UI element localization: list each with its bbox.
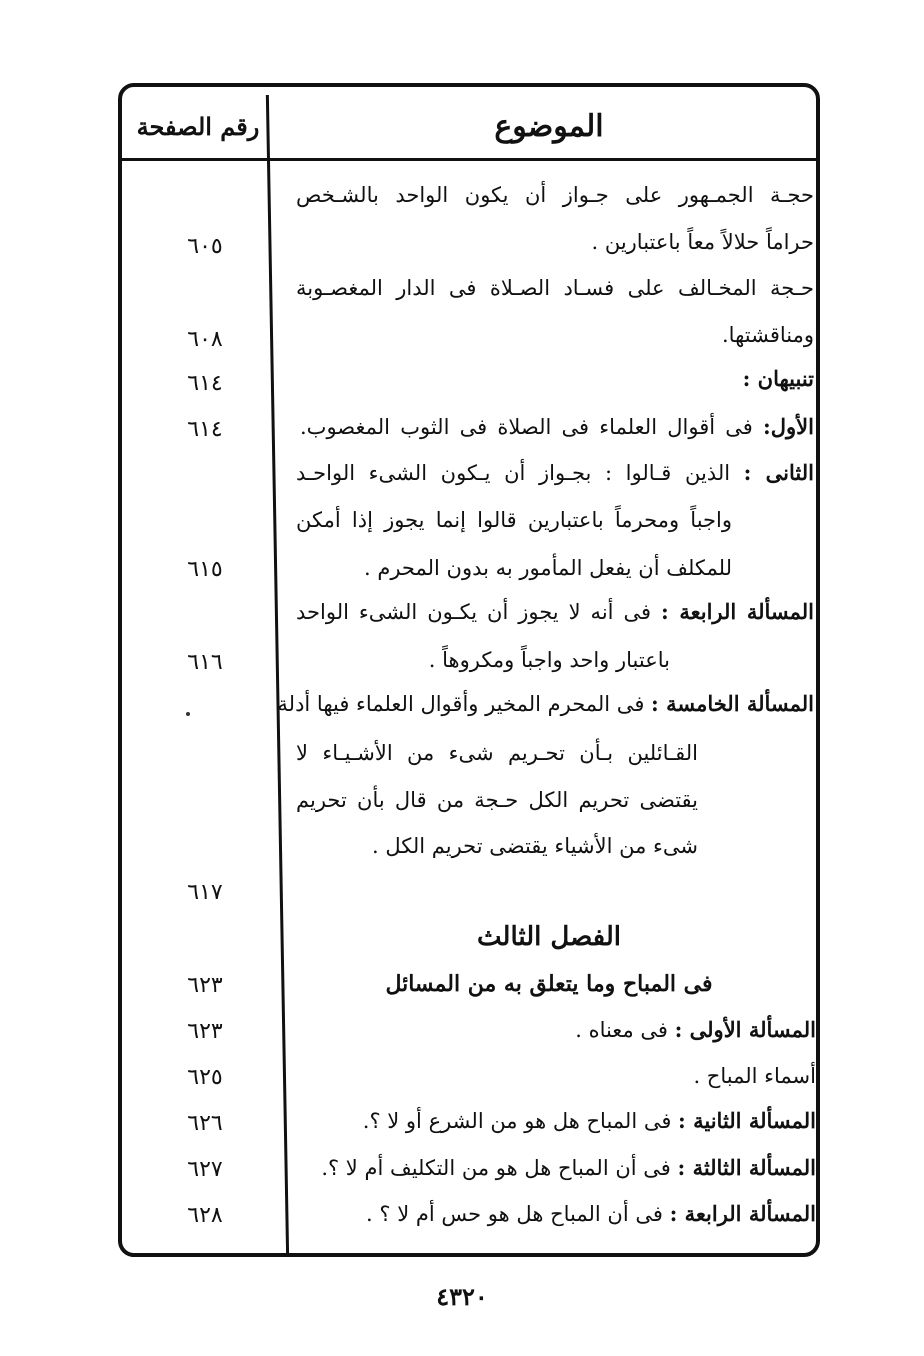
page-number: ٦٠٨	[187, 327, 223, 352]
page-number: ٦٢٣	[187, 1019, 223, 1044]
toc-line: ومناقشتها.	[722, 323, 814, 347]
toc-line: للمكلف أن يفعل المأمور به بدون المحرم .	[363, 556, 732, 580]
page-number: ٦١٥	[187, 557, 223, 582]
toc-line: المسألة الثالثة : فى أن المباح هل هو من التكليف أم لا ؟.	[321, 1155, 816, 1180]
toc-line: حراماً حلالاً معاً باعتبارين .	[591, 230, 814, 254]
toc-line: شىء من الأشياء يقتضى تحريم الكل .	[371, 834, 698, 858]
toc-line: حجـة الجمـهور على جـواز أن يكون الواحد بالشـخص	[296, 183, 814, 207]
page-number: ٦٢٦	[187, 1111, 223, 1136]
folio-page-number: ٤٣٢٠	[436, 1282, 488, 1311]
toc-line: المسألة الخامسة : فى المحرم المخير وأقوال العلماء فيها أدلة	[277, 691, 814, 716]
toc-line: المسألة الرابعة : فى أنه لا يجوز أن يكـون الشىء الواحد	[296, 599, 814, 624]
toc-line: تنبيهان :	[742, 366, 814, 391]
toc-line: يقتضى تحريم الكل حـجة من قال بأن تحريم	[296, 788, 698, 812]
page-number: ٦٢٧	[187, 1157, 223, 1182]
toc-line: المسألة الثانية : فى المباح هل هو من الشرع أو لا ؟.	[362, 1108, 816, 1133]
toc-line: المسألة الأولى : فى معناه .	[575, 1017, 816, 1042]
page-number: ٦٠٥	[187, 234, 223, 259]
stray-mark	[186, 712, 190, 716]
page-number: ٦١٧	[187, 880, 223, 905]
chapter-subtitle: فى المباح وما يتعلق به من المسائل	[385, 971, 713, 997]
toc-line: حـجة المخـالف على فسـاد الصـلاة فى الدار المغصـوبة	[296, 276, 814, 300]
toc-line: الثانى : الذين قـالوا : بجـواز أن يـكون الشىء الواحـد	[296, 460, 814, 485]
page-number: ٦٢٨	[187, 1203, 223, 1228]
chapter-title: الفصل الثالث	[477, 922, 621, 952]
page-number: ٦١٤	[187, 371, 223, 396]
toc-line: باعتبار واحد واجباً ومكروهاً .	[428, 648, 670, 672]
toc-line: المسألة الرابعة : فى أن المباح هل هو حس أم لا ؟ .	[366, 1201, 816, 1226]
topic-column-header: الموضوع	[494, 108, 604, 144]
page-number: ٦١٤	[187, 417, 223, 442]
page-column-header: رقم الصفحة	[136, 111, 260, 141]
header-divider	[118, 158, 820, 161]
page-number: ٦٢٣	[187, 973, 223, 998]
page-number: ٦١٦	[187, 650, 223, 675]
toc-line: القـائلين بـأن تحـريم شىء من الأشـيـاء لا	[296, 741, 698, 765]
toc-line: الأول: فى أقوال العلماء فى الصلاة فى الثوب المغصوب.	[300, 414, 814, 439]
toc-line: أسماء المباح .	[693, 1064, 816, 1088]
page-number: ٦٢٥	[187, 1065, 223, 1090]
toc-line: واجباً ومحرماً باعتبارين قالوا إنما يجوز إذا أمكن	[296, 508, 732, 532]
